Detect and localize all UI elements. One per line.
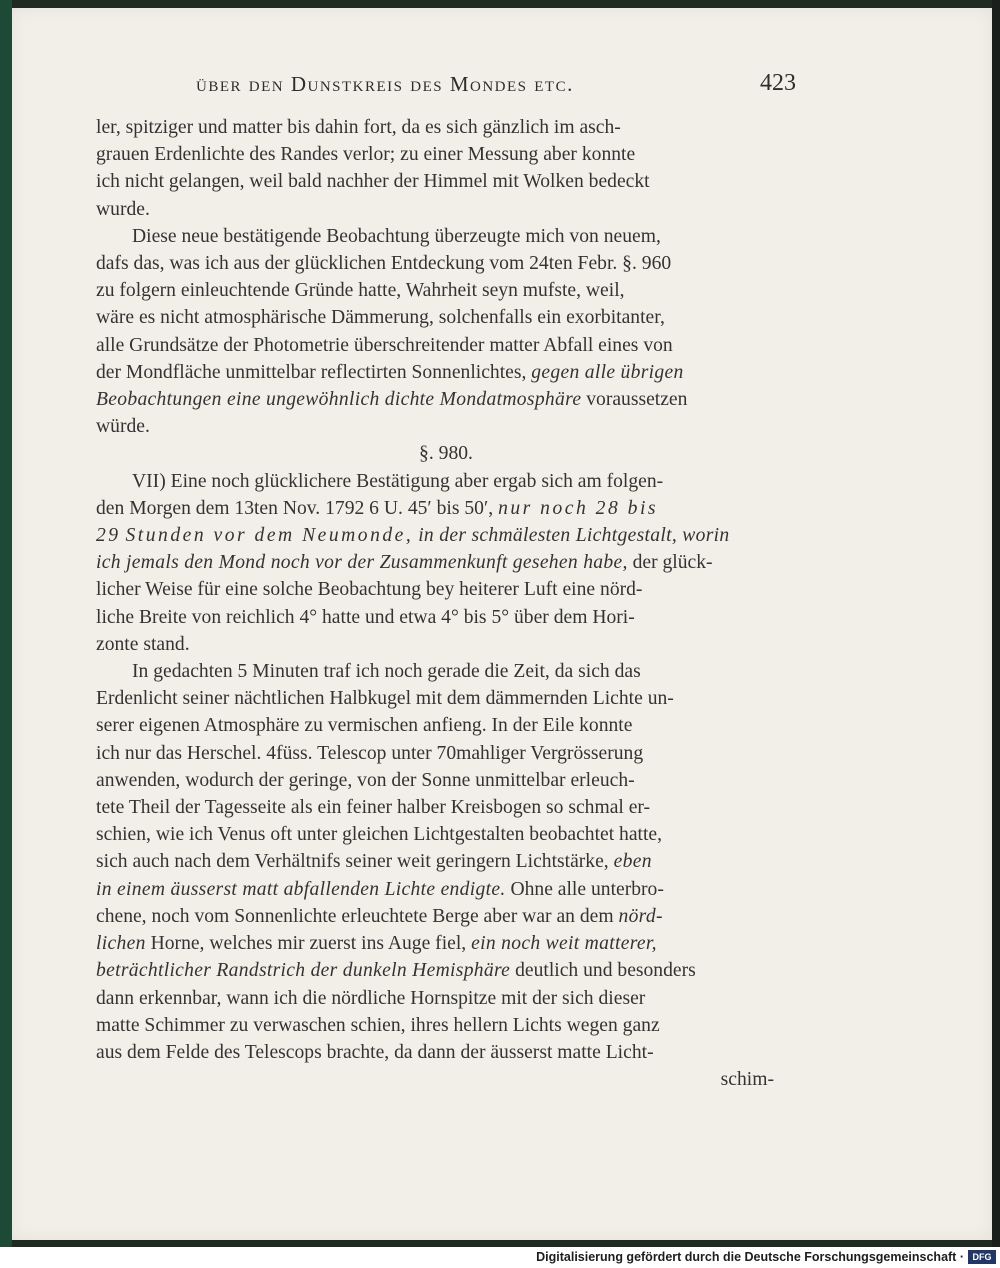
text-line: würde. <box>96 416 150 438</box>
text-line <box>96 359 786 386</box>
italic-segment: beträchtlicher Randstrich der dunkeln Hemisphäre <box>96 960 511 982</box>
text-line <box>96 876 786 903</box>
text-segment: deutlich und besonders <box>515 960 696 982</box>
paragraph-3 <box>96 468 786 658</box>
text-segment: Ohne alle unterbro- <box>510 878 664 900</box>
text-segment: sich auch nach dem Verhältnifs seiner weit geringern Lichtstärke, <box>96 851 609 873</box>
italic-segment: in der schmälesten Lichtgestalt, worin <box>418 525 730 547</box>
text-line: zu folgern einleuchtende Gründe hatte, Wahrheit seyn mufste, weil, <box>96 280 625 302</box>
text-line: schien, wie ich Venus oft unter gleichen Lichtgestalten beobachtet hatte, <box>96 824 663 846</box>
text-line <box>96 495 786 522</box>
body-text <box>96 114 786 1093</box>
spaced-segment: 29 <box>96 525 121 547</box>
text-line <box>96 549 786 576</box>
text-segment: der Mondfläche unmittelbar reflectirten Sonnenlichtes, <box>96 361 527 383</box>
scan-left-edge <box>0 0 12 1247</box>
text-line: ich nur das Herschel. 4füss. Telescop unter 70mahliger Vergrösserung <box>96 742 644 764</box>
text-line: dafs das, was ich aus der glücklichen Entdeckung vom 24ten Febr. §. 960 <box>96 253 672 275</box>
funding-credit: Digitalisierung gefördert durch die Deutsche Forschungsgemeinschaft · <box>536 1250 964 1264</box>
text-line: In gedachten 5 Minuten traf ich noch gerade die Zeit, da sich das <box>132 661 641 683</box>
paragraph-1 <box>96 114 786 223</box>
italic-segment: Beobachtungen eine ungewöhnlich dichte Mondatmosphäre <box>96 389 582 411</box>
text-line: tete Theil der Tagesseite als ein feiner halber Kreisbogen so schmal er- <box>96 797 651 819</box>
italic-segment: ein noch weit matterer, <box>471 933 657 955</box>
text-line: liche Breite von reichlich 4° hatte und etwa 4° bis 5° über dem Hori- <box>96 606 635 628</box>
text-line: dann erkennbar, wann ich die nördliche Hornspitze mit der sich dieser <box>96 987 646 1009</box>
text-line: serer eigenen Atmosphäre zu vermischen anfieng. In der Eile konnte <box>96 715 633 737</box>
text-line <box>96 957 786 984</box>
spaced-segment: Stunden vor dem Neumonde, <box>125 525 414 547</box>
text-line: Erdenlicht seiner nächtlichen Halbkugel mit dem dämmernden Lichte un- <box>96 688 674 710</box>
text-line: ich nicht gelangen, weil bald nachher der Himmel mit Wolken bedeckt <box>96 171 650 193</box>
text-line: aus dem Felde des Telescops brachte, da dann der äusserst matte Licht- <box>96 1041 654 1063</box>
text-line: matte Schimmer zu verwaschen schien, ihres hellern Lichts wegen ganz <box>96 1014 660 1036</box>
text-line: wurde. <box>96 198 150 220</box>
text-line: grauen Erdenlichte des Randes verlor; zu einer Messung aber konnte <box>96 144 636 166</box>
text-line: VII) Eine noch glücklichere Bestätigung aber ergab sich am folgen- <box>132 470 664 492</box>
text-line: zonte stand. <box>96 633 190 655</box>
spaced-segment: nur noch 28 bis <box>498 497 659 519</box>
text-line: ler, spitziger und matter bis dahin fort, da es sich gänzlich im asch- <box>96 117 621 138</box>
italic-segment: ich jemals den Mond noch vor der Zusammenkunft gesehen habe, <box>96 552 628 574</box>
page-number: 423 <box>760 70 796 96</box>
text-segment: voraussetzen <box>586 389 688 411</box>
text-line: Diese neue bestätigende Beobachtung überzeugte mich von neuem, <box>132 225 661 247</box>
text-line: licher Weise für eine solche Beobachtung bey heiterer Luft eine nörd- <box>96 579 643 601</box>
text-line <box>96 386 786 413</box>
italic-segment: lichen <box>96 933 146 955</box>
text-line <box>96 930 786 957</box>
text-segment: der glück- <box>632 552 713 574</box>
paragraph-4 <box>96 658 786 1093</box>
italic-segment: nörd- <box>618 905 663 927</box>
italic-segment: gegen alle übrigen <box>531 361 684 383</box>
text-segment: chene, noch vom Sonnenlichte erleuchtete Berge aber war an dem <box>96 905 614 927</box>
text-line: alle Grundsätze der Photometrie überschreitender matter Abfall eines von <box>96 334 673 356</box>
section-heading: §. 980. <box>419 443 473 465</box>
scan-right-edge <box>992 0 1000 1247</box>
italic-segment: eben <box>613 851 652 873</box>
text-line <box>96 848 786 875</box>
dfg-logo: DFG <box>968 1250 996 1264</box>
footer-bar <box>0 1247 1000 1268</box>
catchword: schim- <box>720 1069 774 1091</box>
italic-segment: in einem äusserst matt abfallenden Lichte endigte. <box>96 878 506 900</box>
running-header <box>196 68 796 102</box>
text-segment: Horne, welches mir zuerst ins Auge fiel, <box>150 933 467 955</box>
text-segment: den Morgen dem 13ten Nov. 1792 6 U. 45′ bis 50′, <box>96 497 494 519</box>
text-line: wäre es nicht atmosphärische Dämmerung, solchenfalls ein exorbitanter, <box>96 307 665 329</box>
text-line <box>96 903 786 930</box>
paragraph-2 <box>96 223 786 441</box>
text-line <box>96 522 786 549</box>
text-line: anwenden, wodurch der geringe, von der Sonne unmittelbar erleuch- <box>96 769 635 791</box>
running-title: über den Dunstkreis des Mondes etc. <box>196 72 574 96</box>
